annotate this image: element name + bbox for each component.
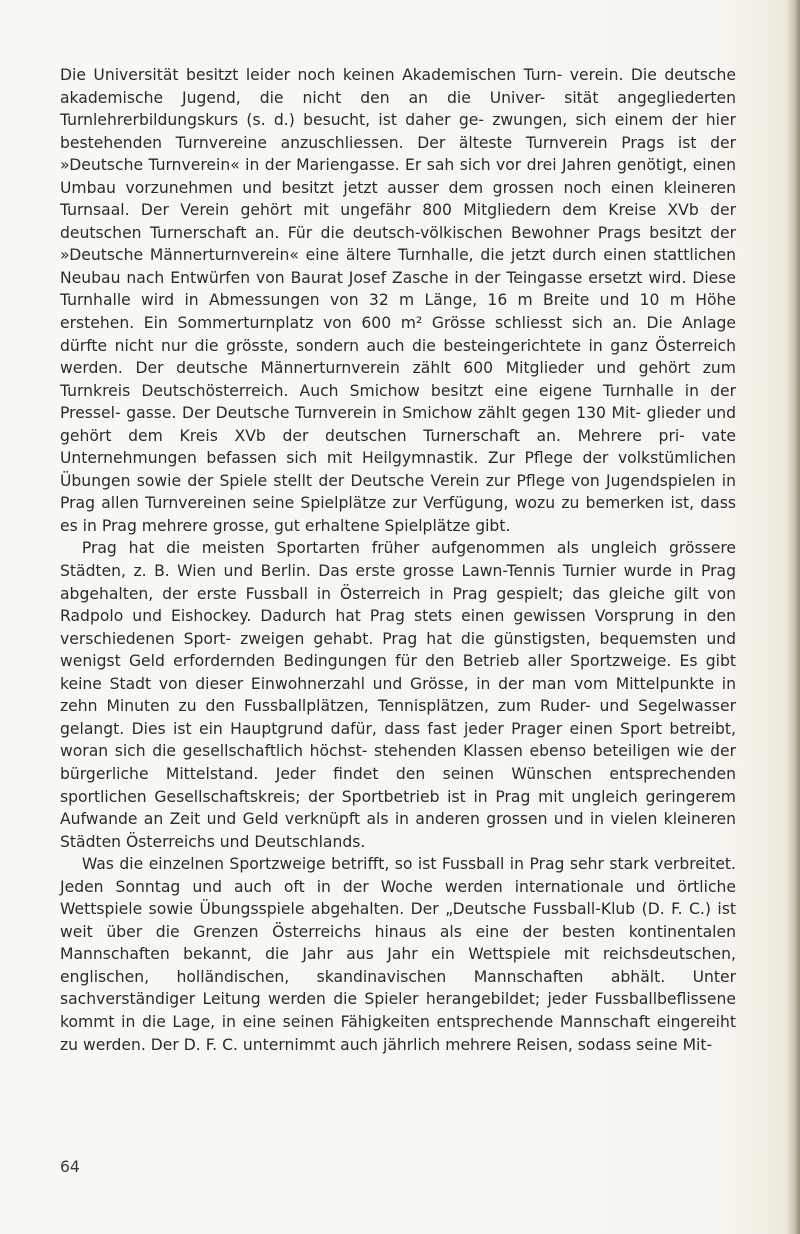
paragraph-fussball: Was die einzelnen Sportzweige betrifft, so ist Fussball in Prag sehr stark verbreitet. Jeden Sonntag und auch oft in der Woche werden internationale und örtliche Wettspiele sowie Übungsspiele abgehalten. Der „Deutsche Fussball-Klub (D. F. C.) ist weit über die Grenzen Österreichs hinaus als eine der besten kontinentalen Mannschaften bekannt, die Jahr aus Jahr ein Wettspiele mit reichsdeutschen, englischen, holländischen, skandinavischen Mannschaften abhält. Unter sachverständiger Leitung werden die Spieler herangebildet; jeder Fussballbeflissene kommt in die Lage, in eine seinen Fähigkeiten entsprechende Mannschaft eingereiht zu werden. Der D. F. C. unternimmt auch jährlich mehrere Reisen, sodass seine Mit- (60, 855, 736, 1054)
page-edge-shadow (786, 0, 800, 1234)
page-number: 64 (60, 1158, 80, 1176)
paragraph-turnvereine: Die Universität besitzt leider noch keinen Akademischen Turn- verein. Die deutsche akademische Jugend, die nicht den an die Univer- sität angegliederten Turnlehrerbildungskurs (s. d.) besucht, ist daher ge- zwungen, sich einem der hier bestehenden Turnvereine anzuschliessen. Der älteste Turnverein Prags ist der »Deutsche Turnverein« in der Mariengasse. Er sah sich vor drei Jahren genötigt, einen Umbau vorzunehmen und besitzt jetzt ausser dem grossen noch einen kleineren Turnsaal. Der Verein gehört mit ungefähr 800 Mitgliedern dem Kreise XVb der deutschen Turnerschaft an. Für die deutsch-völkischen Bewohner Prags besitzt der »Deutsche Männerturnverein« eine ältere Turnhalle, die jetzt durch einen stattlichen Neubau nach Entwürfen von Baurat Josef Zasche in der Teingasse ersetzt wird. Diese Turnhalle wird in Abmessungen von 32 m Länge, 16 m Breite und 10 m Höhe erstehen. Ein Sommerturnplatz von 600 m² Grösse schliesst sich an. Die Anlage dürfte nicht nur die grösste, sondern auch die besteingerichtete in ganz Österreich werden. Der deutsche Männerturnverein zählt 600 Mitglieder und gehört zum Turnkreis Deutschösterreich. Auch Smichow besitzt eine eigene Turnhalle in der Pressel- gasse. Der Deutsche Turnverein in Smichow zählt gegen 130 Mit- glieder und gehört dem Kreis XVb der deutschen Turnerschaft an. Mehrere pri- vate Unternehmungen befassen sich mit Heilgymnastik. Zur Pflege der volkstümlichen Übungen sowie der Spiele stellt der Deutsche Verein zur Pflege von Jugendspielen in Prag allen Turnvereinen seine Spielplätze zur Verfügung, wozu zu bemerken ist, dass es in Prag mehrere grosse, gut erhaltene Spielplätze gibt. (60, 66, 736, 535)
paragraph-sportarten: Prag hat die meisten Sportarten früher aufgenommen als ungleich grössere Städten, z. B. Wien und Berlin. Das erste grosse Lawn-Tennis Turnier wurde in Prag abgehalten, der erste Fussball in Österreich in Prag gespielt; das gleiche gilt von Radpolo und Eishockey. Dadurch hat Prag stets einen gewissen Vorsprung in den verschiedenen Sport- zweigen gehabt. Prag hat die günstigsten, bequemsten und wenigst Geld erfordernden Bedingungen für den Betrieb aller Sportzweige. Es gibt keine Stadt von dieser Einwohnerzahl und Grösse, in der man vom Mittelpunkte in zehn Minuten zu den Fussballplätzen, Tennisplätzen, zum Ruder- und Segelwasser gelangt. Dies ist ein Hauptgrund dafür, dass fast jeder Prager einen Sport betreibt, woran sich die gesellschaftlich höchst- stehenden Klassen ebenso beteiligen wie der bürgerliche Mittelstand. Jeder findet den seinen Wünschen entsprechenden sportlichen Gesellschaftskreis; der Sportbetrieb ist in Prag mit ungleich geringerem Aufwande an Zeit und Geld verknüpft als in anderen grossen und in vielen kleineren Städten Österreichs und Deutschlands. (60, 539, 736, 851)
body-text (60, 64, 736, 1056)
